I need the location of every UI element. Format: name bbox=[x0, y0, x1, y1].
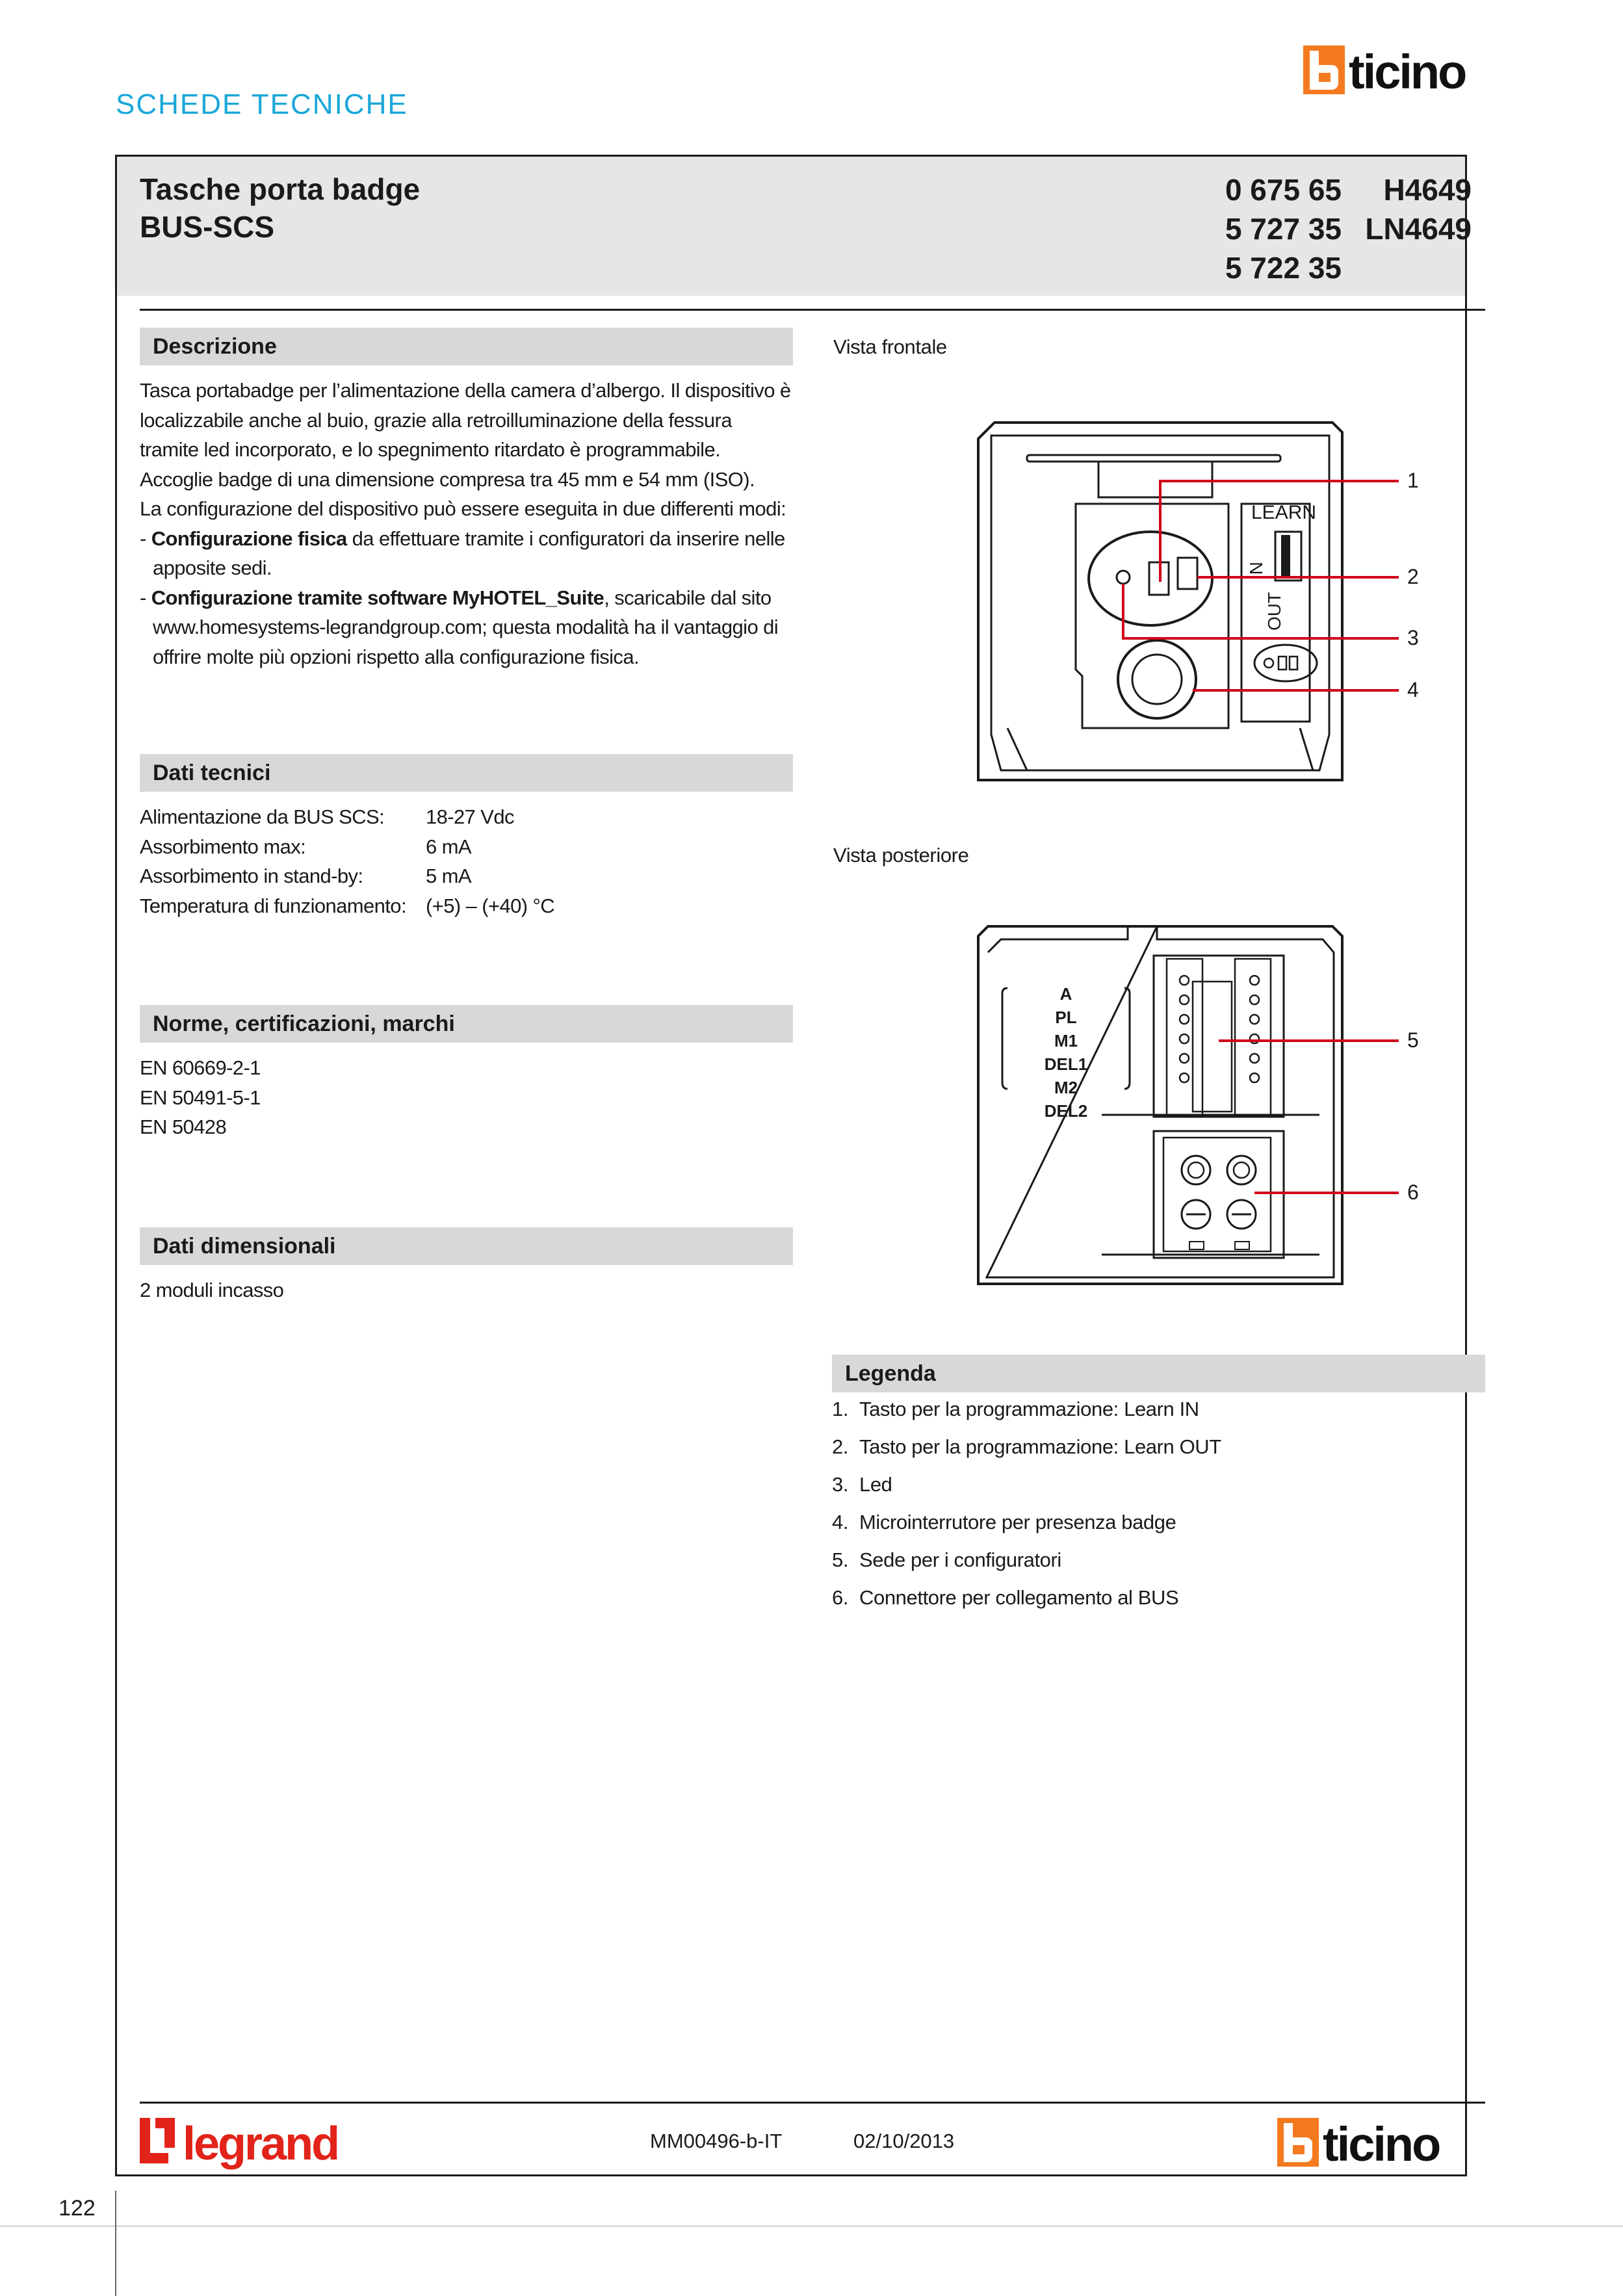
microswitch bbox=[1118, 640, 1196, 718]
legend-item bbox=[832, 1398, 1482, 1435]
bticino-logo-top bbox=[1303, 46, 1511, 94]
legend-number: 2. bbox=[832, 1435, 849, 1458]
legrand-wordmark: legrand bbox=[183, 2118, 339, 2170]
callout-1: 1 bbox=[1407, 469, 1419, 492]
spec-row bbox=[140, 832, 793, 862]
document-code: MM00496-b-IT bbox=[650, 2130, 783, 2152]
legend-number: 5. bbox=[832, 1548, 849, 1571]
learn-button-housing bbox=[1089, 532, 1212, 625]
descrizione-text bbox=[140, 376, 793, 672]
norma-item: EN 50428 bbox=[140, 1115, 227, 1138]
callout-4: 4 bbox=[1407, 678, 1419, 701]
spec-row bbox=[140, 802, 793, 832]
document-date: 02/10/2013 bbox=[853, 2130, 955, 2152]
spec-row bbox=[140, 861, 793, 891]
legend-item bbox=[832, 1548, 1482, 1586]
spec-key: Assorbimento max: bbox=[140, 835, 306, 858]
norma-item: EN 50491-5-1 bbox=[140, 1086, 261, 1109]
bullet-1-text: da effettuare tramite i configuratori da inserire nelle apposite sedi. bbox=[153, 527, 785, 579]
bticino-logo-footer bbox=[1277, 2118, 1485, 2167]
rear-outer-frame bbox=[978, 926, 1342, 1284]
bullet-2-bold: Configurazione tramite software MyHOTEL_Suite bbox=[151, 586, 604, 609]
front-outer-frame bbox=[978, 423, 1342, 780]
spec-key: Temperatura di funzionamento: bbox=[140, 894, 406, 917]
legend-list bbox=[832, 1398, 1482, 1624]
legend-text: Microinterrutore per presenza badge bbox=[859, 1511, 1176, 1533]
title-rule bbox=[140, 309, 1485, 311]
legend-item bbox=[832, 1586, 1482, 1624]
callout-3: 3 bbox=[1407, 626, 1419, 649]
footer-rule bbox=[140, 2102, 1485, 2104]
callout-2: 2 bbox=[1407, 565, 1419, 588]
front-view-label: Vista frontale bbox=[833, 335, 947, 358]
product-code: 5 722 35 bbox=[1225, 251, 1342, 285]
product-code: 0 675 65 bbox=[1225, 173, 1342, 207]
svg-text:ticino: ticino bbox=[1349, 46, 1466, 94]
series-title: SCHEDE TECNICHE bbox=[116, 88, 408, 120]
in-label: IN bbox=[1246, 562, 1266, 580]
spec-key: Alimentazione da BUS SCS: bbox=[140, 805, 385, 828]
out-label: OUT bbox=[1264, 592, 1284, 631]
terminal-label: A bbox=[1059, 984, 1072, 1004]
product-title-line1: Tasche porta badge bbox=[140, 172, 421, 206]
page-number-divider bbox=[115, 2191, 116, 2296]
legend-number: 4. bbox=[832, 1511, 849, 1533]
section-heading-norme: Norme, certificazioni, marchi bbox=[140, 1005, 793, 1043]
legend-text: Sede per i configuratori bbox=[859, 1548, 1061, 1571]
section-heading-dimensionali: Dati dimensionali bbox=[140, 1227, 793, 1265]
spec-value: 18-27 Vdc bbox=[426, 805, 514, 828]
legend-item bbox=[832, 1473, 1482, 1511]
descrizione-p1: Tasca portabadge per l’alimentazione della camera d’albergo. Il dispositivo è localizzabile anche al buio, grazie alla retroilluminazione della fessura tramite led incorporato, e lo spegnimento ritardato è programmabile. bbox=[140, 379, 791, 461]
callout-6: 6 bbox=[1407, 1181, 1419, 1204]
spec-value: 5 mA bbox=[426, 865, 471, 887]
terminal-label: M1 bbox=[1054, 1031, 1078, 1050]
bullet-2-text: , scaricabile dal sito www.homesystems-legrandgroup.com; questa modalità ha il vantaggio di offrire molte più opzioni rispetto alla configurazione fisica. bbox=[153, 586, 779, 668]
descrizione-p2: Accoglie badge di una dimensione compresa tra 45 mm e 54 mm (ISO). bbox=[140, 467, 755, 491]
front-view-drawing bbox=[968, 416, 1436, 793]
led-icon bbox=[1117, 571, 1130, 584]
legrand-logo bbox=[140, 2114, 361, 2172]
product-title-line2: BUS-SCS bbox=[140, 210, 275, 244]
spec-value: (+5) – (+40) °C bbox=[426, 894, 555, 917]
legend-item bbox=[832, 1511, 1482, 1548]
page-number: 122 bbox=[58, 2196, 96, 2221]
section-heading-descrizione: Descrizione bbox=[140, 328, 793, 365]
configurator-seat bbox=[1154, 956, 1284, 1117]
descrizione-bullet-1: - Configurazione fisica da effettuare tramite i configuratori da inserire nelle apposite sedi. bbox=[140, 527, 785, 579]
terminal-label: PL bbox=[1055, 1008, 1077, 1027]
bullet-1-bold: Configurazione fisica bbox=[151, 527, 347, 550]
code-row bbox=[1157, 170, 1482, 209]
terminal-label: DEL2 bbox=[1044, 1101, 1088, 1121]
rear-view-drawing bbox=[968, 923, 1436, 1300]
callout-5: 5 bbox=[1407, 1028, 1419, 1052]
legend-text: Connettore per collegamento al BUS bbox=[859, 1586, 1179, 1609]
descrizione-bullet-2: - Configurazione tramite software MyHOTEL_Suite, scaricabile dal sito www.homesystems-legrandgroup.com; questa modalità ha il vantaggio di offrire molte più opzioni rispetto alla configurazione fisica. bbox=[140, 586, 779, 668]
bus-connector bbox=[1154, 1131, 1284, 1258]
legend-text: Led bbox=[859, 1473, 892, 1496]
spec-row bbox=[140, 891, 793, 921]
section-heading-dati-tecnici: Dati tecnici bbox=[140, 754, 793, 792]
code-row bbox=[1157, 209, 1482, 248]
spec-value: 6 mA bbox=[426, 835, 471, 858]
rear-view-label: Vista posteriore bbox=[833, 844, 969, 867]
spec-key: Assorbimento in stand-by: bbox=[140, 865, 363, 887]
product-code: 5 727 35 bbox=[1225, 212, 1342, 246]
product-title bbox=[140, 170, 420, 246]
product-ref: LN4649 bbox=[1365, 212, 1472, 246]
legend-number: 6. bbox=[832, 1586, 849, 1609]
legend-text: Tasto per la programmazione: Learn IN bbox=[859, 1398, 1199, 1420]
norme-list bbox=[140, 1053, 793, 1142]
svg-text:ticino: ticino bbox=[1323, 2118, 1440, 2167]
product-ref: H4649 bbox=[1383, 173, 1472, 207]
norma-item: EN 60669-2-1 bbox=[140, 1056, 261, 1079]
legend-item bbox=[832, 1435, 1482, 1473]
callout-line-3 bbox=[1123, 584, 1399, 638]
code-row bbox=[1157, 248, 1482, 287]
legend-number: 3. bbox=[832, 1473, 849, 1496]
terminal-label: DEL1 bbox=[1044, 1054, 1088, 1074]
dati-tecnici-table bbox=[140, 802, 793, 920]
learn-out-button bbox=[1178, 558, 1197, 589]
legend-number: 1. bbox=[832, 1398, 849, 1420]
dimensionali-text: 2 moduli incasso bbox=[140, 1279, 284, 1301]
product-codes bbox=[1157, 170, 1482, 287]
section-heading-legenda: Legenda bbox=[832, 1355, 1485, 1392]
terminal-label: M2 bbox=[1054, 1078, 1078, 1097]
descrizione-p3: La configurazione del dispositivo può essere eseguita in due differenti modi: bbox=[140, 497, 786, 520]
legend-text: Tasto per la programmazione: Learn OUT bbox=[859, 1435, 1221, 1458]
learn-label: LEARN bbox=[1251, 502, 1317, 523]
